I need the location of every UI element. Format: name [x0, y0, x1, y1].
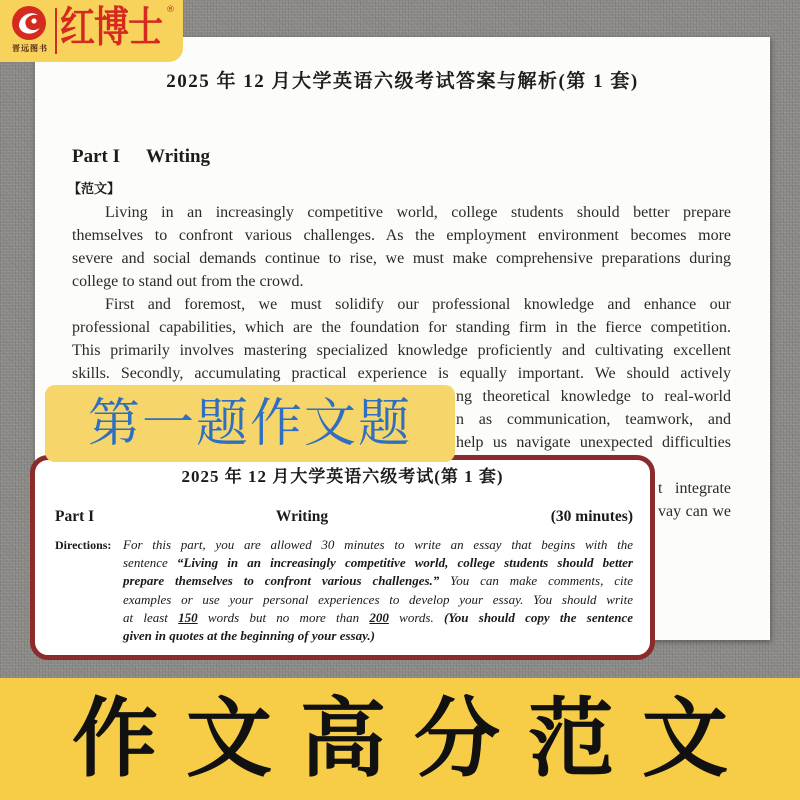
brand-logo — [0, 0, 183, 62]
exam-question-box — [30, 455, 655, 660]
essay-line: themselves to confront various challenges. As the employment environment becomes more — [72, 227, 731, 244]
essay-line-partial: ng theoretical knowledge to real-world — [456, 388, 731, 405]
bottom-banner — [0, 678, 800, 800]
swirl-emblem-icon — [10, 4, 48, 42]
copy-instruction: (You should copy the sentence — [443, 609, 634, 625]
essay-line: professional capabilities, which are the foundation for standing firm in the fierce competition. — [72, 319, 731, 336]
directions-segment: sentence — [123, 555, 177, 571]
essay-line-partial: n as communication, teamwork, and — [456, 411, 731, 428]
min-word-count: 150 — [178, 609, 198, 625]
essay-line-partial: help us navigate unexpected difficulties — [456, 434, 731, 451]
directions-line — [123, 554, 633, 572]
exam-title: 2025 年 12 月大学英语六级考试(第 1 套) — [181, 467, 504, 486]
directions-line — [123, 536, 633, 554]
essay-line: severe and social demands continue to rise, we must make comprehensive preparations during — [72, 250, 731, 267]
registered-mark: ® — [166, 5, 175, 15]
directions-label: Directions: — [55, 538, 112, 552]
directions-segment: examples or use your personal experiences to develop your essay. You should write — [123, 591, 633, 607]
brand-name: 红博士 — [60, 4, 163, 53]
callout-text: 第一题作文题 — [87, 393, 412, 454]
publisher-imprint: 晋远图书 — [12, 44, 48, 53]
essay-line: Living in an increasingly competitive world, college students should better prepare — [105, 204, 731, 221]
directions-segment: You can make comments, cite — [439, 573, 633, 589]
directions-text — [123, 536, 633, 645]
directions-segment: words. — [388, 609, 444, 625]
essay-line-partial: t integrate — [658, 480, 731, 497]
exam-section-title: Writing — [275, 508, 329, 525]
essay-line: skills. Secondly, accumulating practical experience is equally important. We should actively — [72, 365, 731, 382]
document-title: 2025 年 12 月大学英语六级考试答案与解析(第 1 套) — [166, 71, 639, 92]
exam-time-limit: (30 minutes) — [550, 508, 633, 525]
essay-line: First and foremost, we must solidify our professional knowledge and enhance our — [105, 296, 731, 313]
directions-line — [123, 591, 633, 609]
banner-text: 作文高分范文 — [72, 689, 756, 789]
exam-part-label: Part I — [55, 508, 95, 525]
copy-instruction: given in quotes at the beginning of your essay.) — [123, 627, 375, 643]
directions-segment: words but no more than — [197, 609, 370, 625]
essay-line: This primarily involves mastering specialized knowledge proficiently and cultivating excellent — [72, 342, 731, 359]
question-callout — [45, 385, 455, 462]
essay-line-partial: vay can we — [658, 503, 731, 520]
prompt-sentence: “Living in an increasingly competitive world, college students should better — [176, 555, 633, 571]
part-heading — [72, 145, 210, 169]
part-label: Part I — [72, 146, 121, 167]
sample-essay-label: 【范文】 — [68, 181, 121, 196]
directions-line — [123, 572, 633, 590]
directions-segment: at least — [123, 609, 179, 625]
logo-divider — [55, 8, 57, 54]
prompt-sentence: prepare themselves to confront various challenges.” — [123, 573, 440, 589]
essay-line: college to stand out from the crowd. — [72, 273, 304, 290]
directions-line — [123, 627, 633, 645]
max-word-count: 200 — [369, 609, 389, 625]
directions-segment: For this part, you are allowed 30 minutes to write an essay that begins with the — [123, 537, 633, 552]
part-title: Writing — [146, 146, 211, 167]
directions-line — [123, 609, 633, 627]
